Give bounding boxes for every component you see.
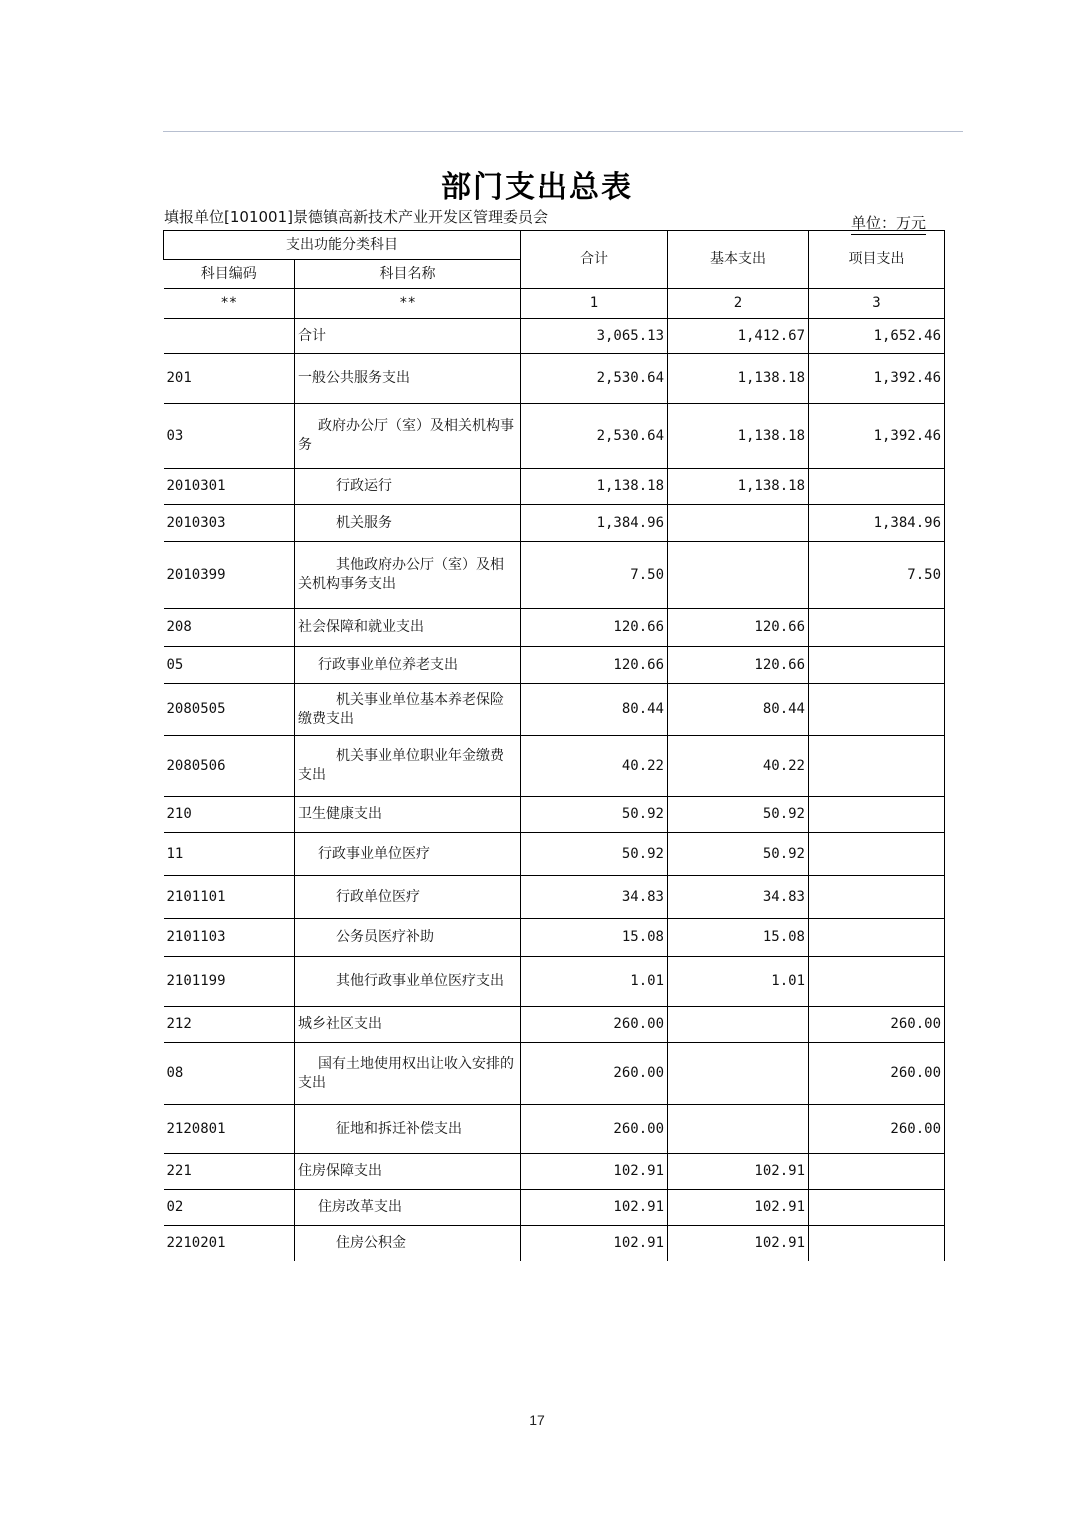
- row-basic: 120.66: [668, 647, 809, 684]
- row-basic: 1,138.18: [668, 404, 809, 469]
- row-project: [809, 957, 945, 1007]
- row-basic: 50.92: [668, 797, 809, 833]
- table-row: [164, 1190, 945, 1226]
- row-code: 2120801: [164, 1105, 295, 1154]
- row-code: 02: [164, 1190, 295, 1226]
- row-basic: [668, 542, 809, 609]
- header-project: 项目支出: [809, 231, 945, 289]
- row-total: 80.44: [521, 684, 668, 736]
- row-total: 120.66: [521, 647, 668, 684]
- expenditure-table: [163, 230, 945, 1261]
- row-basic: 40.22: [668, 736, 809, 797]
- row-code: 201: [164, 354, 295, 404]
- row-name: 一般公共服务支出: [295, 354, 521, 404]
- row-name: 城乡社区支出: [295, 1007, 521, 1043]
- row-project: [809, 684, 945, 736]
- row-code: 2080505: [164, 684, 295, 736]
- row-basic: 1,138.18: [668, 354, 809, 404]
- row-code: 2101101: [164, 876, 295, 919]
- row-total: 260.00: [521, 1007, 668, 1043]
- row-code: 2010301: [164, 469, 295, 505]
- row-project: 1,392.46: [809, 404, 945, 469]
- row-basic: 102.91: [668, 1190, 809, 1226]
- table-row: [164, 404, 945, 469]
- header-basic: 基本支出: [668, 231, 809, 289]
- table-row: [164, 684, 945, 736]
- row-total: 2,530.64: [521, 404, 668, 469]
- row-basic: 34.83: [668, 876, 809, 919]
- row-name: 住房改革支出: [295, 1190, 521, 1226]
- row-name: 征地和拆迁补偿支出: [295, 1105, 521, 1154]
- row-basic: 1,138.18: [668, 469, 809, 505]
- row-name: 机关事业单位基本养老保险缴费支出: [295, 684, 521, 736]
- row-project: [809, 469, 945, 505]
- row-project: [809, 833, 945, 876]
- row-name: 合计: [295, 319, 521, 354]
- row-total: 102.91: [521, 1154, 668, 1190]
- row-name: 其他行政事业单位医疗支出: [295, 957, 521, 1007]
- row-basic: 1,412.67: [668, 319, 809, 354]
- row-basic: 102.91: [668, 1154, 809, 1190]
- row-name: 公务员医疗补助: [295, 919, 521, 957]
- top-rule: [163, 131, 963, 132]
- row-total: 3,065.13: [521, 319, 668, 354]
- row-project: 1,652.46: [809, 319, 945, 354]
- row-basic: [668, 505, 809, 542]
- index-cell: **: [295, 289, 521, 319]
- row-name: 机关服务: [295, 505, 521, 542]
- table-row: [164, 542, 945, 609]
- row-total: 102.91: [521, 1226, 668, 1261]
- row-basic: 80.44: [668, 684, 809, 736]
- table-row: [164, 1007, 945, 1043]
- row-name: 行政单位医疗: [295, 876, 521, 919]
- row-code: 2210201: [164, 1226, 295, 1261]
- row-total: 1,384.96: [521, 505, 668, 542]
- row-name: 行政运行: [295, 469, 521, 505]
- row-project: [809, 1190, 945, 1226]
- row-code: 2101103: [164, 919, 295, 957]
- row-project: 260.00: [809, 1043, 945, 1105]
- row-name: 机关事业单位职业年金缴费支出: [295, 736, 521, 797]
- row-project: 1,392.46: [809, 354, 945, 404]
- index-cell: 2: [668, 289, 809, 319]
- row-code: 212: [164, 1007, 295, 1043]
- index-cell: **: [164, 289, 295, 319]
- row-total: 1,138.18: [521, 469, 668, 505]
- page-number: 17: [529, 1412, 545, 1428]
- row-total: 102.91: [521, 1190, 668, 1226]
- row-code: 210: [164, 797, 295, 833]
- row-code: 05: [164, 647, 295, 684]
- row-total: 50.92: [521, 833, 668, 876]
- currency-unit: 单位：万元: [851, 212, 926, 235]
- row-project: 7.50: [809, 542, 945, 609]
- table-row: [164, 736, 945, 797]
- index-cell: 1: [521, 289, 668, 319]
- row-name: 政府办公厅（室）及相关机构事务: [295, 404, 521, 469]
- table-row: [164, 797, 945, 833]
- row-project: [809, 647, 945, 684]
- row-total: 34.83: [521, 876, 668, 919]
- row-code: 08: [164, 1043, 295, 1105]
- row-code: [164, 319, 295, 354]
- table-row: [164, 1154, 945, 1190]
- row-name: 住房保障支出: [295, 1154, 521, 1190]
- row-project: [809, 609, 945, 647]
- row-basic: [668, 1043, 809, 1105]
- table-row: [164, 647, 945, 684]
- row-project: 1,384.96: [809, 505, 945, 542]
- row-project: [809, 1154, 945, 1190]
- row-project: 260.00: [809, 1105, 945, 1154]
- row-basic: [668, 1007, 809, 1043]
- row-code: 2080506: [164, 736, 295, 797]
- row-total: 260.00: [521, 1043, 668, 1105]
- header-category-group: 支出功能分类科目: [164, 231, 521, 260]
- row-code: 2010303: [164, 505, 295, 542]
- table-row: [164, 469, 945, 505]
- row-name: 行政事业单位医疗: [295, 833, 521, 876]
- table-row: [164, 876, 945, 919]
- table-row: [164, 919, 945, 957]
- page-title: 部门支出总表: [441, 170, 633, 205]
- row-name: 卫生健康支出: [295, 797, 521, 833]
- row-name: 国有土地使用权出让收入安排的支出: [295, 1043, 521, 1105]
- row-project: [809, 736, 945, 797]
- row-basic: 102.91: [668, 1226, 809, 1261]
- row-total: 1.01: [521, 957, 668, 1007]
- header-name: 科目名称: [295, 260, 521, 289]
- row-total: 50.92: [521, 797, 668, 833]
- table-row: [164, 833, 945, 876]
- row-total: 260.00: [521, 1105, 668, 1154]
- row-name: 行政事业单位养老支出: [295, 647, 521, 684]
- row-basic: 1.01: [668, 957, 809, 1007]
- row-total: 2,530.64: [521, 354, 668, 404]
- table-row: [164, 1043, 945, 1105]
- header-code: 科目编码: [164, 260, 295, 289]
- table-row: [164, 319, 945, 354]
- row-code: 2101199: [164, 957, 295, 1007]
- table-row: [164, 354, 945, 404]
- row-project: 260.00: [809, 1007, 945, 1043]
- row-basic: [668, 1105, 809, 1154]
- row-name: 住房公积金: [295, 1226, 521, 1261]
- row-name: 社会保障和就业支出: [295, 609, 521, 647]
- row-total: 15.08: [521, 919, 668, 957]
- row-total: 120.66: [521, 609, 668, 647]
- table-row: [164, 505, 945, 542]
- row-project: [809, 919, 945, 957]
- row-code: 221: [164, 1154, 295, 1190]
- row-project: [809, 876, 945, 919]
- reporting-unit: 填报单位[101001]景德镇高新技术产业开发区管理委员会: [164, 208, 548, 226]
- table-row: [164, 957, 945, 1007]
- row-basic: 120.66: [668, 609, 809, 647]
- row-project: [809, 797, 945, 833]
- row-total: 40.22: [521, 736, 668, 797]
- row-code: 2010399: [164, 542, 295, 609]
- index-cell: 3: [809, 289, 945, 319]
- row-name: 其他政府办公厅（室）及相关机构事务支出: [295, 542, 521, 609]
- table-row: [164, 1226, 945, 1261]
- row-code: 03: [164, 404, 295, 469]
- table-row: [164, 609, 945, 647]
- row-code: 11: [164, 833, 295, 876]
- row-project: [809, 1226, 945, 1261]
- header-total: 合计: [521, 231, 668, 289]
- row-basic: 15.08: [668, 919, 809, 957]
- row-code: 208: [164, 609, 295, 647]
- table-row: [164, 1105, 945, 1154]
- row-basic: 50.92: [668, 833, 809, 876]
- row-total: 7.50: [521, 542, 668, 609]
